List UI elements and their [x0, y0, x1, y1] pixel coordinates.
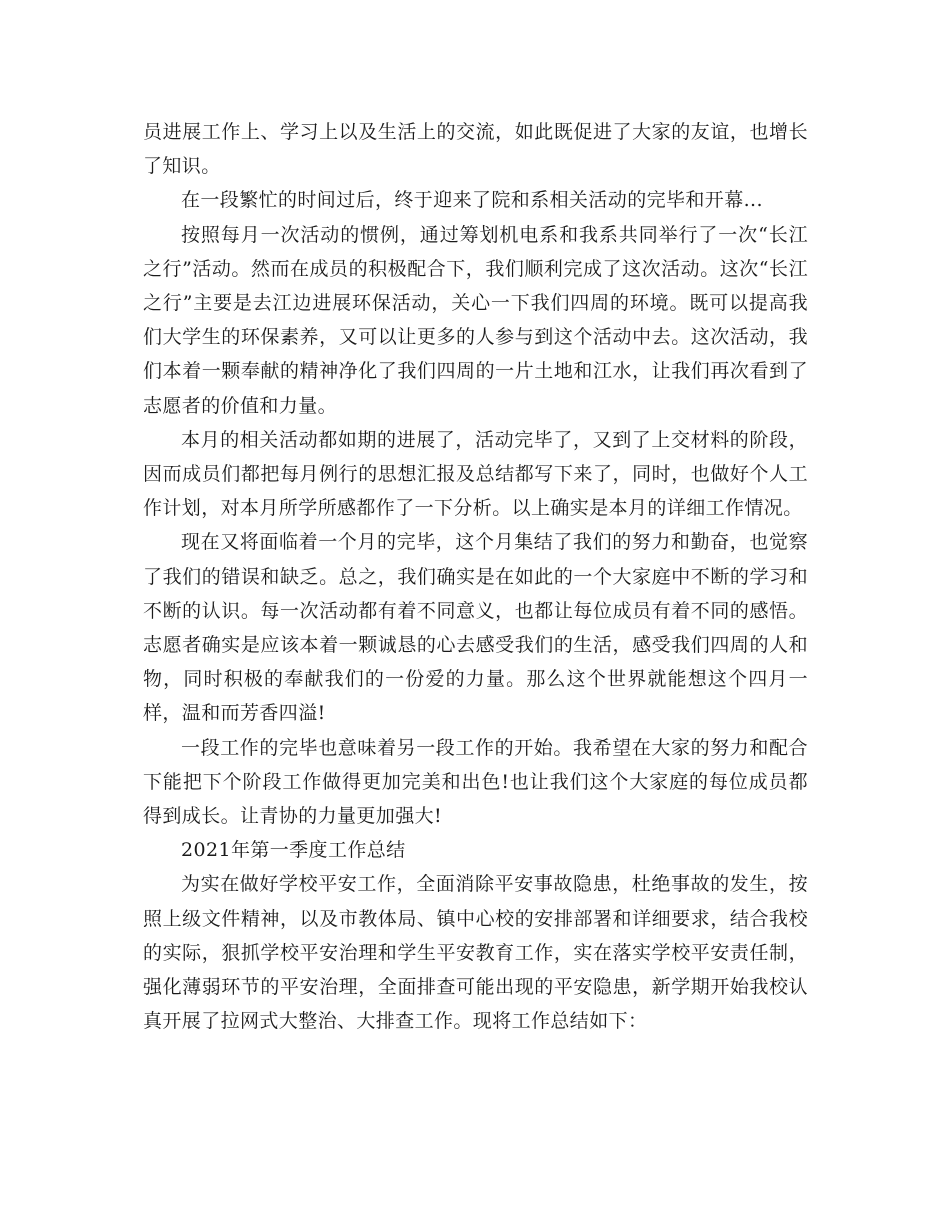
- paragraph: 按照每月一次活动的惯例，通过筹划机电系和我系共同举行了一次“长江之行”活动。然而在成员的积极配合下，我们顺利完成了这次活动。这次“长江之行”主要是去江边进展环保活动，关心一下我们四周的环境。既可以提高我们大学生的环保素养，又可以让更多的人参与到这个活动中去。这次活动，我们本着一颗奉献的精神净化了我们四周的一片土地和江水，让我们再次看到了志愿者的价值和力量。: [143, 223, 808, 417]
- paragraph: 为实在做好学校平安工作，全面消除平安事故隐患，杜绝事故的发生，按照上级文件精神，以及市教体局、镇中心校的安排部署和详细要求，结合我校的实际，狠抓学校平安治理和学生平安教育工作，实在落实学校平安责任制，强化薄弱环节的平安治理，全面排查可能出现的平安隐患，新学期开始我校认真开展了拉网式大整治、大排查工作。现将工作总结如下：: [143, 873, 808, 1033]
- section-heading: 2021年第一季度工作总结: [181, 839, 406, 862]
- paragraph: 在一段繁忙的时间过后，终于迎来了院和系相关活动的完毕和开幕...: [181, 189, 763, 212]
- paragraph: 一段工作的完毕也意味着另一段工作的开始。我希望在大家的努力和配合下能把下个阶段工作做得更加完美和出色!也让我们这个大家庭的每位成员都得到成长。让青协的力量更加强大!: [143, 736, 808, 828]
- paragraph: 本月的相关活动都如期的进展了，活动完毕了，又到了上交材料的阶段，因而成员们都把每月例行的思想汇报及总结都写下来了，同时，也做好个人工作计划，对本月所学所感都作了一下分析。以上确实是本月的详细工作情况。: [143, 428, 808, 520]
- paragraph: 现在又将面临着一个月的完毕，这个月集结了我们的努力和勤奋，也觉察了我们的错误和缺乏。总之，我们确实是在如此的一个大家庭中不断的学习和不断的认识。每一次活动都有着不同意义，也都让每位成员有着不同的感悟。志愿者确实是应该本着一颗诚恳的心去感受我们的生活，感受我们四周的人和物，同时积极的奉献我们的一份爱的力量。那么这个世界就能想这个四月一样，温和而芳香四溢!: [143, 531, 808, 725]
- paragraph-continuation: 员进展工作上、学习上以及生活上的交流，如此既促进了大家的友谊，也增长了知识。: [143, 121, 808, 178]
- document-body: [143, 115, 808, 1038]
